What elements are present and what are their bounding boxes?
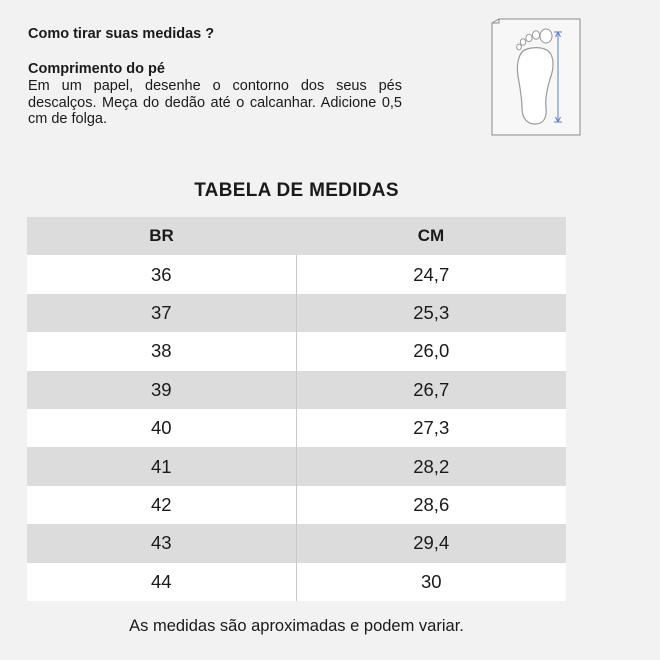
cm-length-cell: 25,3 <box>296 294 566 332</box>
table-row <box>27 332 566 370</box>
table-row <box>27 563 566 601</box>
cm-length-cell: 28,6 <box>296 486 566 524</box>
table-row <box>27 524 566 562</box>
table-row <box>27 409 566 447</box>
cm-length-cell: 30 <box>296 563 566 601</box>
table-title: TABELA DE MEDIDAS <box>194 180 399 201</box>
br-size-cell: 38 <box>27 332 296 370</box>
table-row <box>27 486 566 524</box>
br-size-cell: 39 <box>27 371 296 409</box>
cm-length-cell: 28,2 <box>296 447 566 485</box>
disclaimer-note: As medidas são aproximadas e podem variar. <box>129 617 464 635</box>
br-size-cell: 43 <box>27 524 296 562</box>
table-row <box>27 294 566 332</box>
section-title: Comprimento do pé <box>28 61 165 77</box>
column-header-br: BR <box>27 217 296 255</box>
cm-length-cell: 26,0 <box>296 332 566 370</box>
page-title: Como tirar suas medidas ? <box>28 26 215 42</box>
cm-length-cell: 26,7 <box>296 371 566 409</box>
cm-length-cell: 27,3 <box>296 409 566 447</box>
table-row <box>27 447 566 485</box>
br-size-cell: 40 <box>27 409 296 447</box>
table-header-row <box>27 217 566 255</box>
cm-length-cell: 24,7 <box>296 255 566 293</box>
br-size-cell: 37 <box>27 294 296 332</box>
br-size-cell: 44 <box>27 563 296 601</box>
column-header-cm: CM <box>296 217 566 255</box>
cm-length-cell: 29,4 <box>296 524 566 562</box>
instructions-text: Em um papel, desenhe o contorno dos seus pés descalços. Meça do dedão até o calcanhar. Adicione 0,5 cm de folga. <box>28 78 402 127</box>
table-row <box>27 255 566 293</box>
br-size-cell: 42 <box>27 486 296 524</box>
br-size-cell: 36 <box>27 255 296 293</box>
br-size-cell: 41 <box>27 447 296 485</box>
size-chart-table <box>27 217 566 601</box>
foot-measurement-icon <box>491 18 581 136</box>
table-row <box>27 371 566 409</box>
